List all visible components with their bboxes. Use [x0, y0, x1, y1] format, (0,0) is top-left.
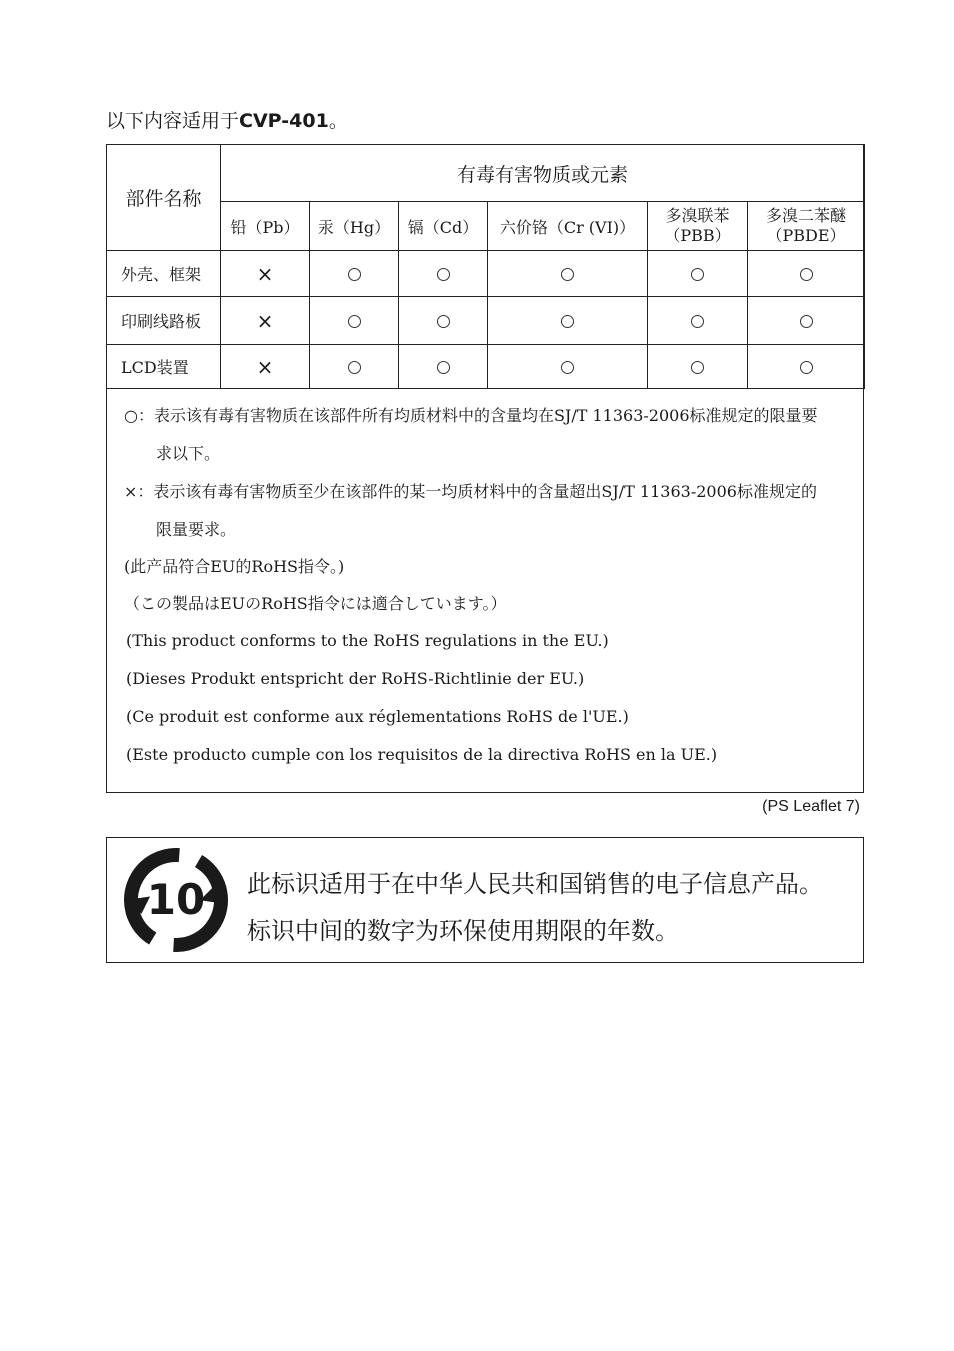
logo-text-line-2: 标识中间的数字为环保使用期限的年数。: [247, 917, 679, 945]
mark-cell: [648, 251, 748, 297]
compliant-circle-icon: [348, 315, 361, 328]
compliant-circle-icon: [691, 315, 704, 328]
environmental-logo-section: [106, 837, 864, 963]
note-french: (Ce produit est conforme aux réglementations RoHS de l'UE.): [126, 707, 629, 726]
substance-header: 多溴二苯醚 （PBDE）: [748, 202, 865, 251]
exceeds-cross-icon: ×: [256, 354, 274, 379]
note-japanese: （この製品はEUのRoHS指令には適合しています。）: [124, 594, 507, 613]
note-circle-line-1: ○：表示该有毒有害物质在该部件所有均质材料中的含量均在SJ/T 11363-2006标准规定的限量要: [124, 406, 818, 425]
compliant-circle-icon: [437, 315, 450, 328]
hazardous-substance-section: [106, 144, 864, 793]
substance-header: 汞（Hg）: [310, 202, 399, 251]
compliant-circle-icon: [800, 315, 813, 328]
note-circle-line-2: 求以下。: [156, 444, 221, 463]
compliant-circle-icon: [437, 361, 450, 374]
intro-line: [106, 106, 348, 133]
mark-cell: [221, 345, 310, 389]
note-cross-line-2: 限量要求。: [156, 520, 237, 539]
mark-cell: [310, 345, 399, 389]
substance-header-row: [107, 202, 865, 251]
mark-cell: [648, 345, 748, 389]
table-row: [107, 345, 865, 389]
mark-cell: [488, 297, 648, 345]
mark-cell: [488, 251, 648, 297]
exceeds-cross-icon: ×: [256, 308, 274, 333]
part-name-header: 部件名称: [107, 145, 221, 251]
compliant-circle-icon: [561, 315, 574, 328]
compliant-circle-icon: [691, 361, 704, 374]
note-german: (Dieses Produkt entspricht der RoHS-Richtlinie der EU.): [126, 669, 585, 688]
compliant-circle-icon: [561, 268, 574, 281]
logo-text-line-1: 此标识适用于在中华人民共和国销售的电子信息产品。: [247, 870, 823, 898]
compliant-circle-icon: [800, 361, 813, 374]
hazardous-substance-table: [106, 144, 865, 389]
mark-cell: [310, 251, 399, 297]
table-row: [107, 251, 865, 297]
compliant-circle-icon: [348, 268, 361, 281]
note-chinese: (此产品符合EU的RoHS指令。): [124, 557, 345, 576]
exceeds-cross-icon: ×: [256, 261, 274, 286]
mark-cell: [748, 251, 865, 297]
mark-cell: [648, 297, 748, 345]
efup-10-years-icon: [121, 848, 231, 952]
substance-group-header: 有毒有害物质或元素: [221, 145, 865, 202]
substance-header: 镉（Cd）: [399, 202, 488, 251]
mark-cell: [748, 345, 865, 389]
mark-cell: [310, 297, 399, 345]
mark-cell: [488, 345, 648, 389]
intro-prefix: 以下内容适用于: [106, 110, 240, 132]
mark-cell: [399, 345, 488, 389]
compliant-circle-icon: [561, 361, 574, 374]
note-cross-line-1: ×：表示该有毒有害物质至少在该部件的某一均质材料中的含量超出SJ/T 11363-2006标准规定的: [124, 482, 817, 501]
part-name-cell: 外壳、框架: [107, 251, 221, 297]
logo-number: 10: [146, 875, 206, 924]
mark-cell: [221, 297, 310, 345]
compliant-circle-icon: [691, 268, 704, 281]
mark-cell: [221, 251, 310, 297]
mark-cell: [748, 297, 865, 345]
note-english: (This product conforms to the RoHS regulations in the EU.): [126, 631, 609, 650]
substance-header: 六价铬（Cr (VI)）: [488, 202, 648, 251]
substance-header: 铅（Pb）: [221, 202, 310, 251]
part-name-cell: LCD装置: [107, 345, 221, 389]
substance-header: 多溴联苯 （PBB）: [648, 202, 748, 251]
part-name-cell: 印刷线路板: [107, 297, 221, 345]
mark-cell: [399, 251, 488, 297]
compliant-circle-icon: [800, 268, 813, 281]
compliant-circle-icon: [348, 361, 361, 374]
mark-cell: [399, 297, 488, 345]
compliant-circle-icon: [437, 268, 450, 281]
intro-model: CVP-401: [239, 110, 329, 132]
intro-suffix: 。: [328, 110, 348, 132]
table-row: [107, 297, 865, 345]
leaflet-reference: (PS Leaflet 7): [762, 798, 860, 815]
note-spanish: (Este producto cumple con los requisitos de la directiva RoHS en la UE.): [126, 745, 718, 764]
